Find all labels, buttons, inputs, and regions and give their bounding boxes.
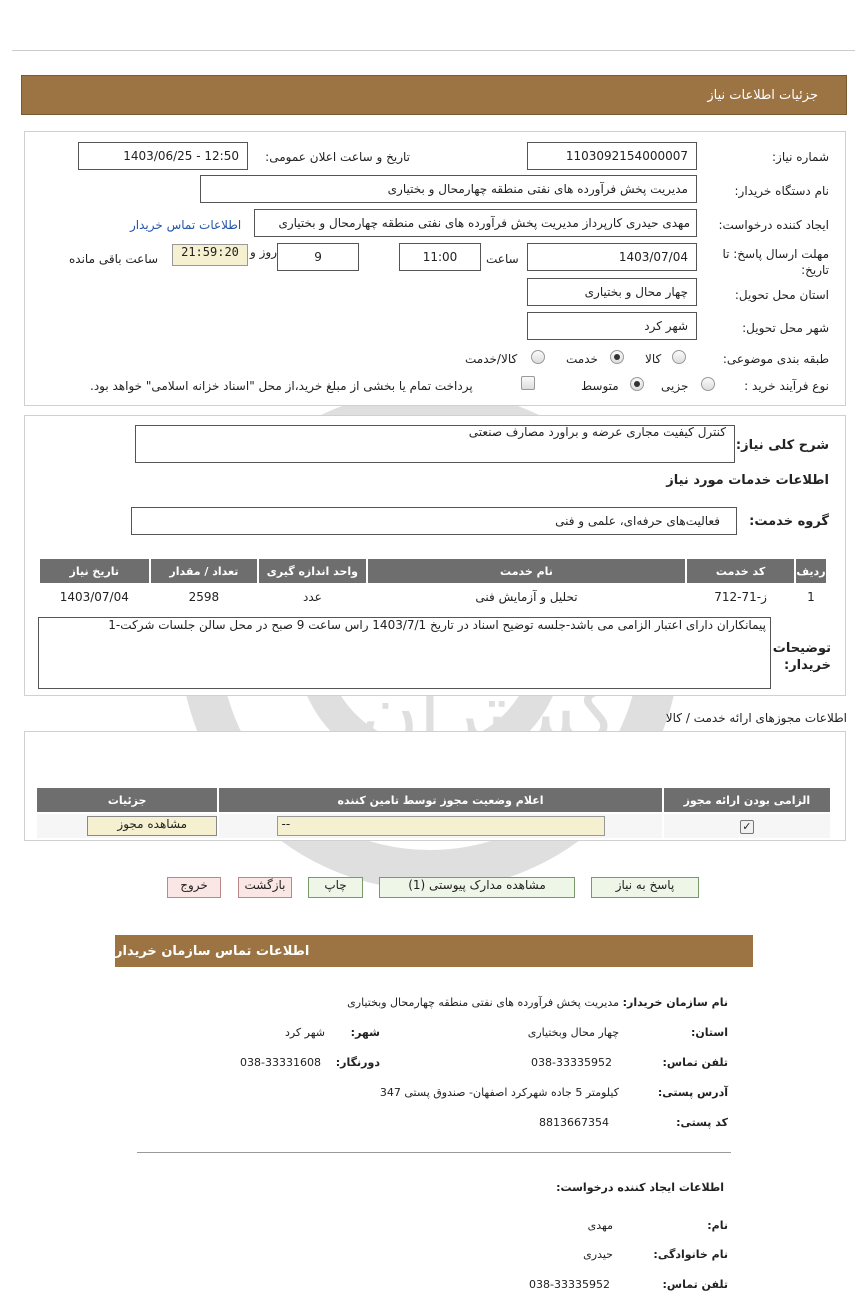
creator-phone-value: 038-33335952 (529, 1278, 610, 1291)
deadline-date-field: 1403/07/04 (527, 243, 697, 271)
creator-info-title: اطلاعات ایجاد کننده درخواست: (556, 1181, 724, 1194)
process-radio-medium[interactable] (630, 377, 644, 394)
buyer-notes-label: توضیحات خریدار: (772, 641, 831, 673)
city-field: شهر کرد (527, 312, 697, 340)
services-title: اطلاعات خدمات مورد نیاز (666, 473, 829, 488)
name-value: مهدی (587, 1219, 613, 1232)
attachments-button[interactable]: مشاهده مدارک پیوستی (1) (379, 877, 575, 898)
cell-unit: عدد (303, 590, 322, 604)
category-radio-both[interactable] (531, 350, 545, 367)
treasury-checkbox[interactable] (521, 376, 535, 393)
buyer-notes-field: پیمانکاران دارای اعتبار الزامی می باشد-جلسه توضیح اسناد در تاریخ 1403/7/1 راس ساعت 9 صبح در محل سالن جلسات شرکت-1 (38, 617, 771, 689)
category-both-label: کالا/خدمت (465, 352, 518, 366)
services-table (38, 557, 828, 611)
announce-field: 1403/06/25 - 12:50 (78, 142, 248, 170)
cell-row: 1 (807, 590, 815, 604)
province-field: چهار محال و بختیاری (527, 278, 697, 306)
description-label: شرح کلی نیاز: (735, 438, 829, 453)
province-label: استان محل تحویل: (734, 288, 829, 302)
contact-header (115, 935, 753, 967)
permits-title: اطلاعات مجوزهای ارائه خدمت / کالا (665, 711, 847, 725)
org-label: نام سازمان خریدار: (622, 996, 728, 1009)
announce-label: تاریخ و ساعت اعلان عمومی: (265, 150, 410, 164)
th-code: کد خدمت (687, 559, 794, 583)
category-radio-goods[interactable] (672, 350, 686, 367)
process-medium-label: متوسط (581, 379, 619, 393)
category-radio-service[interactable] (610, 350, 624, 367)
phone-value: 038-33335952 (531, 1056, 612, 1069)
top-divider (12, 50, 855, 51)
address-label: آدرس پستی: (657, 1086, 728, 1099)
creator-phone-label: تلفن تماس: (662, 1278, 728, 1291)
page-title: جزئیات اطلاعات نیاز (707, 87, 818, 103)
buyer-contact-link[interactable]: اطلاعات تماس خریدار (130, 218, 242, 232)
permit-status-field: -- (277, 816, 605, 836)
permits-table (35, 786, 832, 840)
postal-value: 8813667354 (539, 1116, 609, 1129)
contact-title: اطلاعات تماس سازمان خریدار (115, 943, 310, 959)
th-qty: تعداد / مقدار (151, 559, 258, 583)
buyer-field: مدیریت پخش فرآورده های نفتی منطقه چهارمحال و بختیاری (200, 175, 697, 203)
th-status: اعلام وضعیت مجوز توسط تامین کننده (219, 788, 662, 812)
description-field: کنترل کیفیت مجاری عرضه و براورد مصارف صنعتی (135, 425, 735, 463)
contact-city-label: شهر: (350, 1026, 380, 1039)
exit-button[interactable]: خروج (167, 877, 221, 898)
table-row (40, 585, 826, 609)
city-label: شهر محل تحویل: (742, 321, 829, 335)
table-row (37, 814, 830, 838)
cell-date: 1403/07/04 (59, 590, 129, 604)
buyer-label: نام دستگاه خریدار: (734, 184, 829, 198)
days-label: روز و (250, 245, 277, 259)
watermark-text: گستران (360, 666, 619, 759)
page-header (21, 75, 847, 115)
service-group-label: گروه خدمت: (749, 514, 829, 529)
th-unit: واحد اندازه گیری (259, 559, 366, 583)
cell-code: ز-71-712 (714, 590, 767, 604)
payment-note: پرداخت تمام یا بخشی از مبلغ خرید،از محل "اسناد خزانه اسلامی" خواهد بود. (90, 379, 473, 393)
family-value: حیدری (583, 1248, 613, 1261)
th-details: جزئیات (37, 788, 217, 812)
category-goods-label: کالا (645, 352, 662, 366)
hour-label: ساعت (486, 252, 519, 266)
cell-name: تحلیل و آزمایش فنی (475, 590, 578, 604)
print-button[interactable]: چاپ (308, 877, 363, 898)
process-radio-minor[interactable] (701, 377, 715, 394)
address-value: کیلومتر 5 جاده شهرکرد اصفهان- صندوق پستی 347 (379, 1086, 619, 1099)
contact-province-value: چهار محال وبختیاری (527, 1026, 619, 1039)
required-checkbox[interactable]: ✓ (740, 820, 754, 834)
th-date: تاریخ نیاز (40, 559, 149, 583)
process-label: نوع فرآیند خرید : (744, 379, 829, 393)
cell-qty: 2598 (188, 590, 220, 604)
creator-label: ایجاد کننده درخواست: (718, 218, 829, 232)
reply-button[interactable]: پاسخ به نیاز (591, 877, 699, 898)
view-permit-button[interactable]: مشاهده مجوز (87, 816, 217, 836)
name-label: نام: (707, 1219, 728, 1232)
category-service-label: خدمت (566, 352, 598, 366)
days-field: 9 (277, 243, 359, 271)
fax-value: 038-33331608 (240, 1056, 321, 1069)
need-number-label: شماره نیاز: (772, 150, 829, 164)
th-required: الزامی بودن ارائه مجوز (664, 788, 830, 812)
postal-label: کد پستی: (676, 1116, 728, 1129)
countdown-timer: 21:59:20 (172, 244, 248, 266)
th-row: ردیف (796, 559, 826, 583)
remaining-label: ساعت باقی مانده (69, 252, 159, 266)
need-number-field: 1103092154000007 (527, 142, 697, 170)
contact-province-label: استان: (691, 1026, 728, 1039)
phone-label: تلفن تماس: (662, 1056, 728, 1069)
th-name: نام خدمت (368, 559, 686, 583)
contact-divider (137, 1152, 731, 1153)
family-label: نام خانوادگی: (653, 1248, 728, 1261)
creator-field: مهدی حیدری کارپرداز مدیریت پخش فرآورده های نفتی منطقه چهارمحال و بختیاری (254, 209, 697, 237)
service-group-field: فعالیت‌های حرفه‌ای، علمی و فنی (131, 507, 737, 535)
category-label: طبقه بندی موضوعی: (722, 352, 829, 366)
fax-label: دورنگار: (335, 1056, 380, 1069)
contact-city-value: شهر کرد (284, 1026, 325, 1039)
deadline-time-field: 11:00 (399, 243, 481, 271)
deadline-label: مهلت ارسال پاسخ: تا تاریخ: (722, 247, 829, 277)
org-value: مدیریت پخش فرآورده های نفتی منطقه چهارمحال وبختیاری (347, 996, 619, 1009)
process-minor-label: جزیی (661, 379, 689, 393)
back-button[interactable]: بازگشت (238, 877, 292, 898)
